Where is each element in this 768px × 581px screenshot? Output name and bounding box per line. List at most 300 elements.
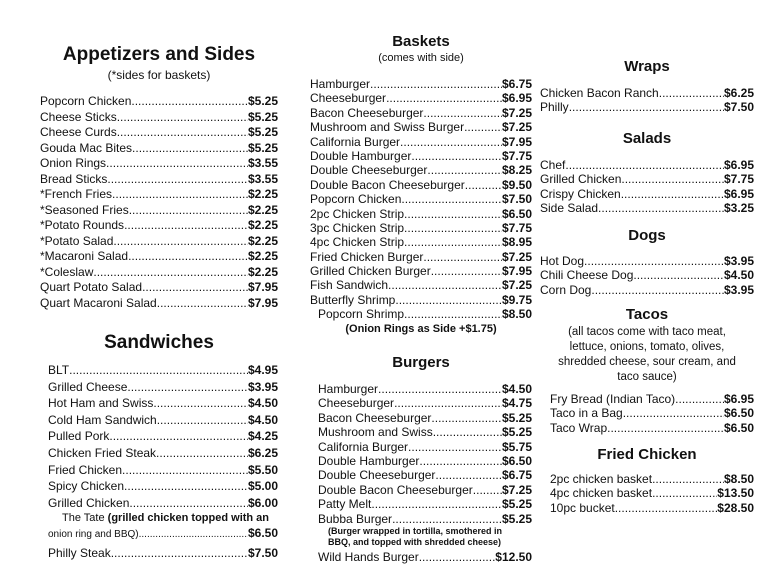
item-name: Quart Potato Salad (40, 280, 143, 294)
dot-leader (111, 545, 248, 562)
item-name: Gouda Mac Bites (40, 140, 133, 155)
item-name: Double Hamburger (310, 148, 412, 163)
item-name: Bread Sticks (40, 171, 108, 186)
item-price: $3.95 (723, 282, 754, 297)
item-name: Grilled Chicken Burger (310, 264, 431, 279)
item-name: Hot Ham and Swiss (48, 396, 154, 411)
item-price: $5.25 (501, 511, 532, 526)
dot-leader (128, 249, 248, 265)
item-description: (grilled chicken topped with an (107, 512, 270, 525)
dot-leader (584, 254, 724, 268)
baskets-footnote: (Onion Rings as Side +$1.75) (345, 322, 497, 335)
dot-leader (131, 94, 248, 110)
item-price: $2.25 (247, 202, 278, 217)
menu-item (40, 110, 278, 126)
item-name: Grilled Chicken (48, 495, 130, 510)
menu-item (48, 395, 278, 412)
dot-leader (129, 203, 248, 219)
menu-item (318, 512, 532, 526)
menu-item (40, 280, 278, 296)
item-name: Chicken Bacon Ranch (540, 86, 659, 100)
item-price: $6.50 (247, 526, 278, 541)
dot-leader (132, 141, 248, 157)
item-price: $7.50 (247, 546, 278, 561)
bubba-burger-description-line-1: (Burger wrapped in tortilla, smothered in (328, 525, 503, 536)
dot-leader (408, 440, 502, 454)
item-price: $4.25 (247, 429, 278, 444)
item-name: Hamburger (310, 77, 371, 91)
dot-leader (652, 472, 724, 486)
wraps-list (540, 86, 754, 115)
item-name: *French Fries (40, 187, 113, 201)
item-price: $8.50 (501, 307, 532, 322)
menu-item (318, 425, 532, 439)
menu-item (310, 106, 532, 120)
item-price: $6.50 (501, 453, 532, 468)
item-name: Chili Cheese Dog (540, 268, 634, 283)
item-price: $6.50 (501, 206, 532, 221)
item-price: $5.75 (501, 439, 532, 454)
menu-item (310, 307, 532, 321)
item-price: $7.95 (247, 295, 278, 310)
item-price: $3.95 (723, 254, 754, 268)
item-price: $5.25 (501, 425, 532, 440)
baskets-note: (comes with side) (378, 52, 464, 64)
dot-leader (139, 527, 248, 544)
item-price: $6.95 (723, 392, 754, 406)
menu-item (40, 234, 278, 250)
dot-leader (621, 187, 724, 201)
item-name: Pulled Pork (48, 429, 110, 444)
menu-item (40, 156, 278, 172)
menu-item (550, 421, 754, 435)
item-name: Chicken Fried Steak (48, 445, 157, 460)
dot-leader (465, 178, 502, 192)
menu-item (40, 296, 278, 312)
menu-item (540, 187, 754, 201)
menu-item (48, 412, 278, 429)
item-name: *Potato Salad (40, 233, 114, 248)
menu-item (310, 120, 532, 134)
item-name: Bacon Cheeseburger (310, 105, 424, 120)
item-price: $7.25 (501, 249, 532, 264)
dot-leader (464, 120, 502, 134)
item-price: $2.25 (247, 249, 278, 263)
item-price: $8.50 (723, 472, 754, 486)
dot-leader (615, 501, 718, 515)
menu-item (540, 201, 754, 215)
item-name: 3pc Chicken Strip (310, 220, 405, 235)
item-price: $6.50 (723, 406, 754, 421)
item-price: $5.25 (247, 125, 278, 139)
item-name: Hamburger (318, 382, 379, 396)
menu-item (318, 411, 532, 425)
item-name: 2pc chicken basket (550, 472, 653, 486)
menu-item (48, 545, 278, 562)
item-name: Cheese Curds (40, 125, 117, 139)
item-name: Fry Bread (Indian Taco) (550, 392, 676, 406)
item-name: Cold Ham Sandwich (48, 412, 157, 427)
menu-item (318, 550, 532, 564)
item-name: Double Cheeseburger (318, 468, 436, 483)
menu-item (48, 379, 278, 396)
item-price: $4.75 (501, 396, 532, 411)
item-price: $3.95 (247, 379, 278, 394)
item-name: Quart Macaroni Salad (40, 295, 157, 310)
menu-item (540, 254, 754, 268)
item-name: Fish Sandwich (310, 278, 389, 293)
item-name: Cheese Sticks (40, 109, 117, 124)
dot-leader (431, 264, 502, 278)
item-name: Cheeseburger (310, 91, 387, 106)
menu-item (550, 486, 754, 500)
dot-leader (371, 497, 502, 511)
dot-leader (153, 395, 248, 412)
dot-leader (93, 265, 248, 281)
appetizers-list (40, 94, 278, 311)
menu-item (318, 497, 532, 511)
menu-item (310, 135, 532, 149)
item-price: $2.25 (247, 218, 278, 232)
item-name: Philly (540, 100, 569, 115)
dot-leader (142, 280, 248, 296)
dot-leader (652, 486, 717, 500)
item-price: $3.55 (247, 156, 278, 170)
item-name: California Burger (318, 439, 409, 454)
item-price: $7.95 (247, 280, 278, 294)
dot-leader (607, 421, 724, 435)
menu-item (540, 158, 754, 172)
dot-leader (591, 283, 724, 297)
appetizers-title: Appetizers and Sides (62, 44, 256, 65)
dot-leader (675, 392, 724, 406)
item-name: Corn Dog (540, 282, 592, 297)
item-name: Hot Dog (540, 254, 585, 268)
dot-leader (378, 382, 502, 396)
dot-leader (569, 100, 724, 114)
middle-column (310, 0, 532, 581)
menu-item (318, 468, 532, 482)
dot-leader (370, 77, 502, 91)
item-price: $7.75 (501, 220, 532, 235)
tacos-list (550, 392, 754, 435)
menu-item (540, 172, 754, 186)
item-name: *Seasoned Fries (40, 202, 129, 217)
item-price: $8.25 (501, 163, 532, 178)
dot-leader (129, 495, 248, 512)
dot-leader (633, 268, 724, 282)
menu-item (550, 406, 754, 420)
dot-leader (395, 293, 502, 307)
item-name: Taco Wrap (550, 420, 608, 435)
item-price: $5.50 (247, 462, 278, 477)
item-name: Onion Rings (40, 156, 107, 170)
item-name: Cheeseburger (318, 396, 395, 411)
item-price: $3.55 (247, 171, 278, 186)
item-price: $5.25 (501, 410, 532, 425)
item-price: $4.95 (247, 363, 278, 377)
item-price: $9.50 (501, 177, 532, 192)
dot-leader (427, 163, 502, 177)
dot-leader (423, 106, 502, 120)
menu-item (48, 462, 278, 479)
item-price: $7.50 (501, 192, 532, 207)
menu-item (310, 221, 532, 235)
dot-leader (565, 158, 724, 172)
tacos-title: Tacos (625, 306, 669, 323)
menu-item (550, 501, 754, 515)
item-price: $7.75 (501, 148, 532, 163)
burgers-title: Burgers (392, 354, 450, 371)
item-name: The Tate (62, 512, 105, 525)
item-price: $9.75 (501, 292, 532, 307)
item-price: $7.75 (723, 172, 754, 187)
item-name: Popcorn Shrimp (318, 307, 405, 322)
menu-item (318, 396, 532, 410)
menu-item (540, 283, 754, 297)
menu-item (48, 478, 278, 495)
dot-leader (112, 187, 248, 203)
dot-leader (124, 478, 248, 495)
menu-item (310, 235, 532, 249)
menu-item (310, 91, 532, 105)
dot-leader (598, 201, 724, 215)
item-price: $13.50 (717, 486, 754, 501)
menu-item (310, 77, 532, 91)
item-price: $7.25 (501, 120, 532, 135)
sandwiches-list (48, 362, 278, 562)
item-price: $6.75 (501, 468, 532, 483)
menu-item (310, 149, 532, 163)
dot-leader (433, 425, 502, 439)
item-price: $6.95 (723, 186, 754, 201)
item-price: $7.25 (501, 482, 532, 497)
dot-leader (157, 296, 248, 312)
menu-item (48, 445, 278, 462)
menu-item (310, 207, 532, 221)
fried-chicken-title: Fried Chicken (597, 446, 697, 463)
menu-item (40, 187, 278, 203)
dot-leader (404, 221, 502, 235)
item-price: $28.50 (717, 500, 754, 515)
item-price: $6.75 (501, 77, 532, 91)
item-price: $12.50 (495, 549, 532, 564)
baskets-title: Baskets (392, 33, 450, 50)
menu-item (540, 86, 754, 100)
item-name: Bacon Cheeseburger (318, 410, 432, 425)
item-description: onion ring and BBQ) (48, 529, 139, 541)
item-price: $6.95 (723, 158, 754, 172)
dogs-title: Dogs (628, 227, 666, 244)
item-price: $5.00 (247, 479, 278, 494)
menu-item (550, 392, 754, 406)
menu-item (310, 293, 532, 307)
item-name: Taco in a Bag (550, 406, 623, 421)
dot-leader (404, 307, 502, 321)
dot-leader (117, 125, 248, 141)
item-name: BLT (48, 363, 70, 377)
item-price: $4.50 (247, 412, 278, 427)
dot-leader (388, 278, 502, 292)
dot-leader (401, 192, 502, 206)
dot-leader (404, 235, 502, 249)
dot-leader (69, 362, 248, 379)
menu-item (40, 141, 278, 157)
fried-chicken-list (550, 472, 754, 515)
right-column (540, 0, 754, 581)
menu-item (40, 94, 278, 110)
dot-leader (473, 483, 502, 497)
item-name: Double Cheeseburger (310, 163, 428, 178)
salads-list (540, 158, 754, 216)
burgers-list (318, 382, 532, 564)
menu-item (40, 203, 278, 219)
item-name: Side Salad (540, 201, 599, 216)
item-name: Philly Steak (48, 546, 111, 561)
item-price: $2.25 (247, 233, 278, 248)
baskets-list (310, 77, 532, 336)
item-price: $4.50 (247, 396, 278, 411)
dot-leader (419, 550, 496, 564)
dot-leader (659, 86, 724, 100)
item-price: $6.25 (723, 86, 754, 100)
item-name: Popcorn Chicken (40, 94, 132, 108)
item-price: $8.95 (501, 235, 532, 250)
item-name: 2pc Chicken Strip (310, 206, 405, 221)
item-price: $5.25 (247, 140, 278, 155)
item-name: Double Bacon Cheeseburger (318, 482, 473, 497)
item-price: $3.25 (723, 201, 754, 216)
item-name: Butterfly Shrimp (310, 292, 396, 307)
dot-leader (423, 250, 502, 264)
item-price: $7.25 (501, 278, 532, 293)
menu-item (310, 250, 532, 264)
item-price: $7.95 (501, 264, 532, 279)
item-price: $5.25 (247, 94, 278, 108)
dot-leader (431, 411, 502, 425)
item-price: $7.95 (501, 134, 532, 149)
item-price: $6.95 (501, 91, 532, 106)
item-price: $7.50 (723, 100, 754, 115)
dot-leader (419, 454, 502, 468)
item-name: Patty Melt (318, 497, 372, 512)
item-name: California Burger (310, 134, 401, 149)
menu-item (48, 362, 278, 379)
item-name: Bubba Burger (318, 511, 393, 526)
menu-item (550, 472, 754, 486)
item-price: $5.25 (501, 497, 532, 512)
item-name: Mushroom and Swiss Burger (310, 120, 465, 135)
menu-item (310, 163, 532, 177)
item-name: Fried Chicken (48, 462, 123, 477)
menu-item (318, 483, 532, 497)
item-price: $2.25 (247, 187, 278, 201)
item-name: Grilled Cheese (48, 379, 128, 394)
item-name: Grilled Chicken (540, 172, 622, 187)
item-price: $5.25 (247, 109, 278, 124)
item-name: Popcorn Chicken (310, 192, 402, 207)
menu-item (540, 268, 754, 282)
menu-item (318, 382, 532, 396)
dot-leader (435, 468, 502, 482)
item-name: Fried Chicken Burger (310, 249, 424, 264)
item-name: 4pc Chicken Strip (310, 235, 405, 250)
dot-leader (109, 428, 248, 445)
wraps-title: Wraps (624, 58, 670, 75)
dot-leader (107, 172, 248, 188)
item-price: $6.00 (247, 495, 278, 510)
dot-leader (113, 234, 248, 250)
item-name: Wild Hands Burger (318, 549, 419, 564)
item-price: $4.50 (723, 268, 754, 283)
bubba-burger-description-line-2: BBQ, and topped with shredded cheese) (328, 536, 502, 547)
dot-leader (106, 156, 248, 172)
item-price: $4.50 (501, 382, 532, 396)
item-price: $7.25 (501, 105, 532, 120)
menu-item (40, 218, 278, 234)
menu-item (310, 192, 532, 206)
left-column (40, 0, 278, 581)
dot-leader (117, 110, 248, 126)
item-name: *Macaroni Salad (40, 249, 129, 263)
dot-leader (122, 462, 248, 479)
dot-leader (392, 512, 502, 526)
dot-leader (156, 445, 248, 462)
menu-item (48, 428, 278, 445)
item-name: Spicy Chicken (48, 479, 125, 494)
item-price: $6.25 (247, 445, 278, 460)
tacos-note: (all tacos come with taco meat, lettuce, onions, tomato, olives, shredded cheese, sour cream, and taco sauce) (558, 326, 736, 383)
dot-leader (404, 207, 502, 221)
item-price: $6.50 (723, 420, 754, 435)
item-price: $2.25 (247, 264, 278, 279)
item-name: Chef (540, 158, 566, 172)
menu-item (40, 125, 278, 141)
salads-title: Salads (622, 130, 672, 147)
menu-item (540, 100, 754, 114)
dot-leader (411, 149, 502, 163)
item-name: *Potato Rounds (40, 218, 125, 232)
item-name: *Coleslaw (40, 264, 94, 279)
dot-leader (127, 379, 248, 396)
dogs-list (540, 254, 754, 297)
dot-leader (157, 412, 248, 429)
item-name: Double Hamburger (318, 453, 420, 468)
menu-item-the-tate (48, 511, 278, 541)
menu-item (40, 265, 278, 281)
appetizers-note: (*sides for baskets) (107, 68, 211, 82)
dot-leader (386, 91, 502, 105)
menu-item (318, 454, 532, 468)
dot-leader (623, 406, 724, 420)
item-name: 4pc chicken basket (550, 486, 653, 501)
menu-item (310, 264, 532, 278)
dot-leader (400, 135, 502, 149)
dot-leader (394, 396, 502, 410)
sandwiches-title: Sandwiches (104, 332, 214, 353)
item-name: Crispy Chicken (540, 186, 621, 201)
menu-item (48, 495, 278, 512)
dot-leader (124, 218, 248, 234)
dot-leader (621, 172, 724, 186)
item-name: 10pc bucket (550, 500, 615, 515)
menu-item (318, 440, 532, 454)
menu-item (40, 249, 278, 265)
item-name: Double Bacon Cheeseburger (310, 177, 465, 192)
menu-item (310, 278, 532, 292)
menu-item (310, 178, 532, 192)
item-name: Mushroom and Swiss (318, 425, 433, 440)
